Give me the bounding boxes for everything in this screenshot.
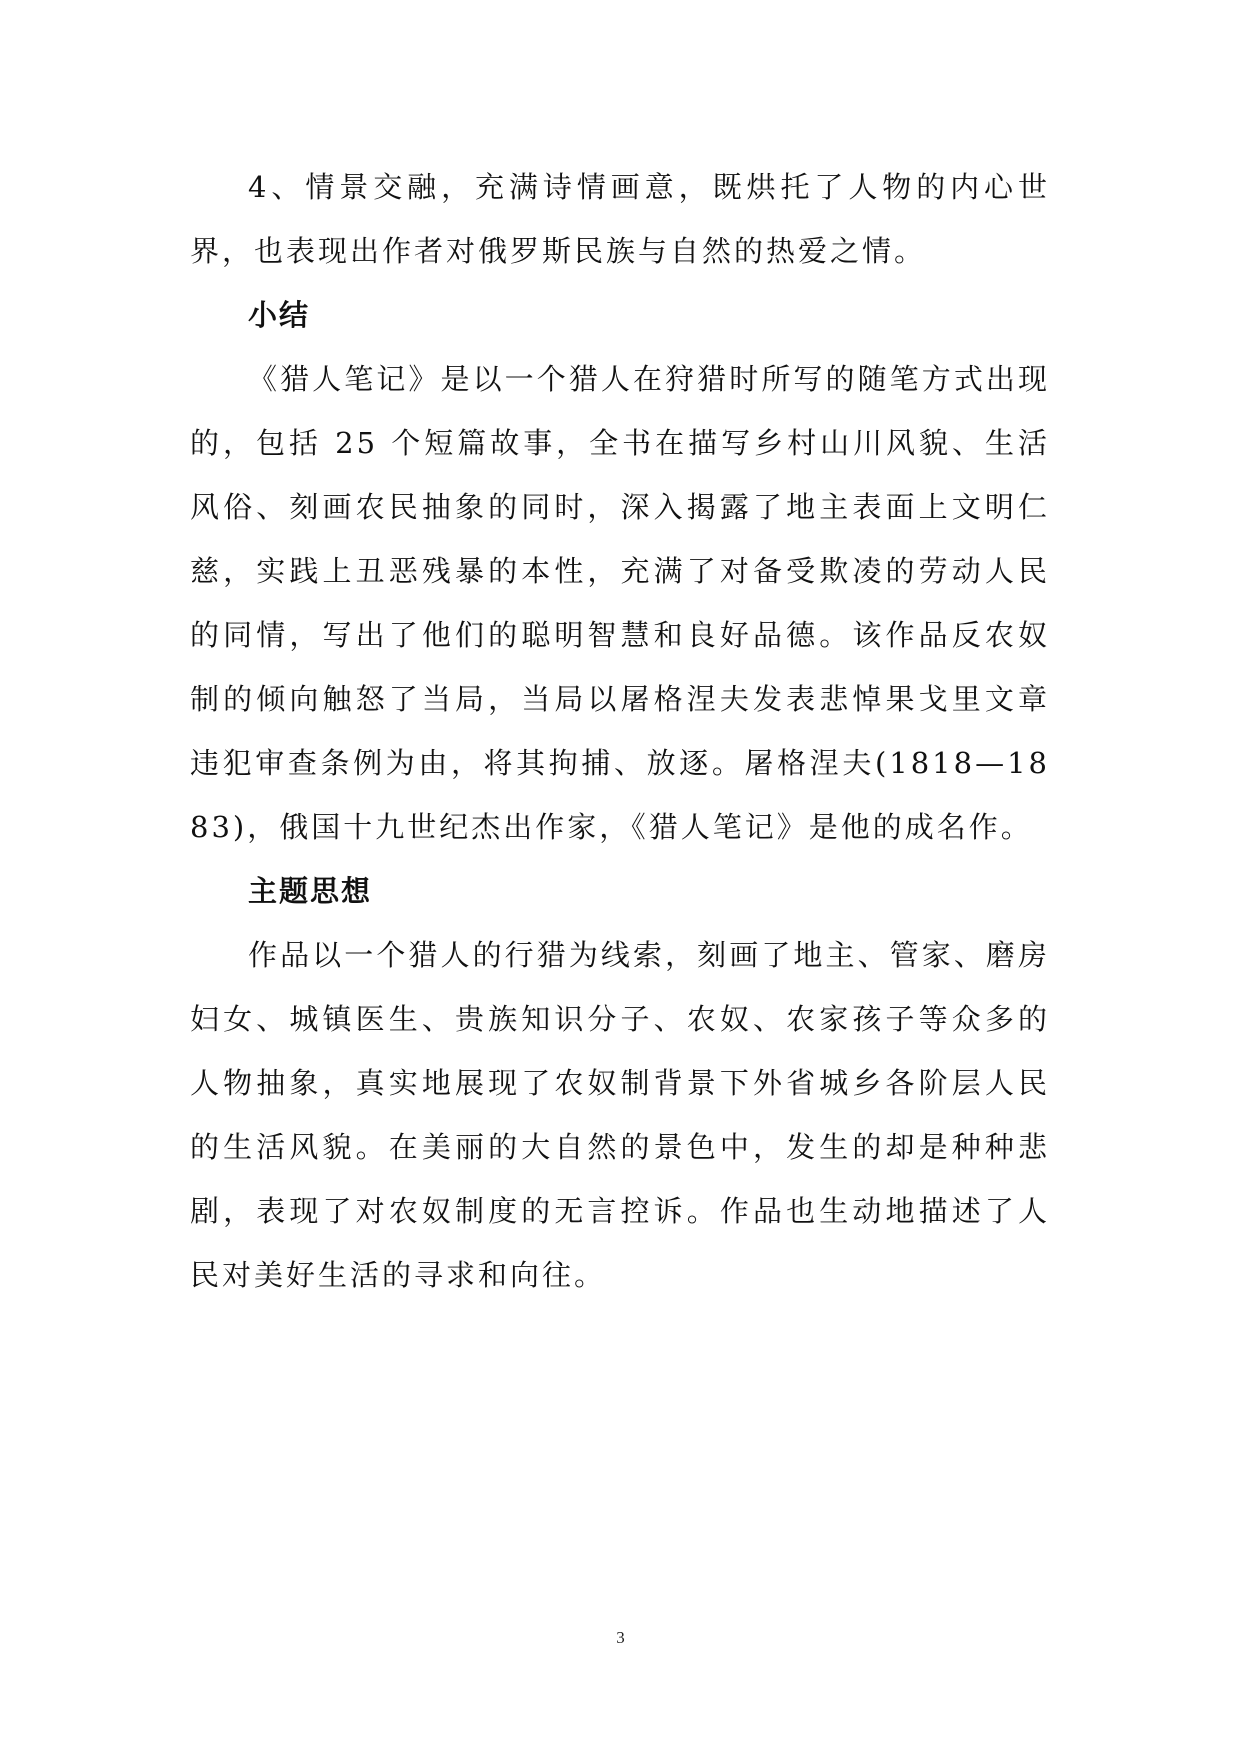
paragraph-summary: 《猎人笔记》是以一个猎人在狩猎时所写的随笔方式出现的，包括 25 个短篇故事，全书在描写乡村山川风貌、生活风俗、刻画农民抽象的同时，深入揭露了地主表面上文明仁慈，实践上丑恶残暴的本性，充满了对备受欺凌的劳动人民的同情，写出了他们的聪明智慧和良好品德。该作品反农奴制的倾向触怒了当局，当局以屠格涅夫发表悲悼果戈里文章违犯审查条例为由，将其拘捕、放逐。屠格涅夫(1818—1883)，俄国十九世纪杰出作家，《猎人笔记》是他的成名作。 xyxy=(190,362,1050,844)
section-heading-summary: 小结 xyxy=(248,298,311,332)
section-heading-theme: 主题思想 xyxy=(248,874,373,908)
document-body xyxy=(190,155,1050,1307)
page-number: 3 xyxy=(616,1628,625,1647)
paragraph-point-4: 4、情景交融，充满诗情画意，既烘托了人物的内心世界，也表现出作者对俄罗斯民族与自然的热爱之情。 xyxy=(190,170,1050,268)
paragraph-theme: 作品以一个猎人的行猎为线索，刻画了地主、管家、磨房妇女、城镇医生、贵族知识分子、农奴、农家孩子等众多的人物抽象，真实地展现了农奴制背景下外省城乡各阶层人民的生活风貌。在美丽的大自然的景色中，发生的却是种种悲剧，表现了对农奴制度的无言控诉。作品也生动地描述了人民对美好生活的寻求和向往。 xyxy=(190,938,1050,1292)
